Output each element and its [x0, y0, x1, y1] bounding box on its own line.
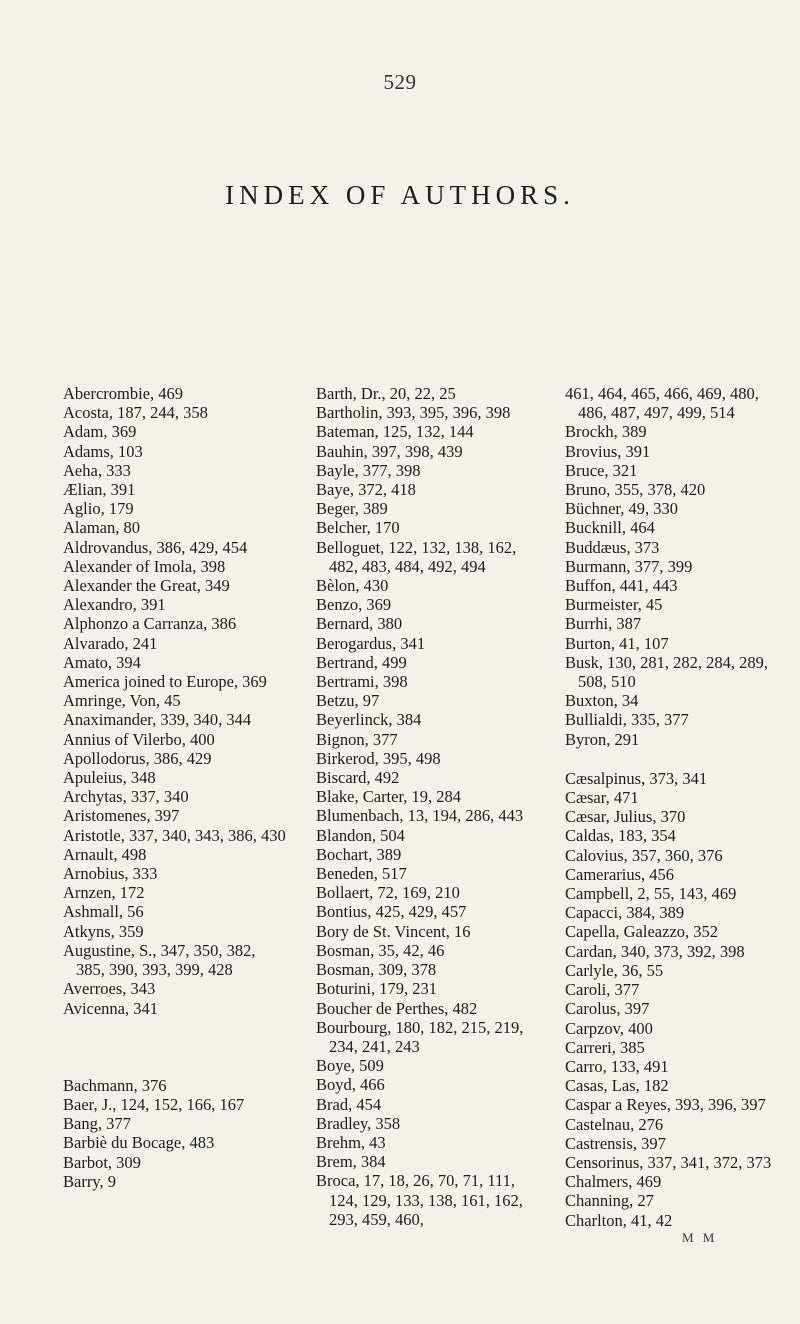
index-entry: Birkerod, 395, 498: [316, 748, 441, 768]
index-entry: Carlyle, 36, 55: [565, 960, 664, 980]
index-entry: Bartholin, 393, 395, 396, 398: [316, 403, 511, 423]
index-entry: Buffon, 441, 443: [565, 576, 678, 596]
index-entry: Aristomenes, 397: [63, 806, 180, 826]
index-entry: Bignon, 377: [316, 729, 398, 749]
index-entry: Blandon, 504: [316, 825, 405, 845]
index-column-1: [63, 384, 288, 1191]
index-entry: Burton, 41, 107: [565, 633, 669, 653]
index-entry: Barry, 9: [63, 1171, 116, 1191]
index-entry: Betzu, 97: [316, 691, 380, 711]
index-entry: Adam, 369: [63, 422, 137, 442]
index-entry: Blake, Carter, 19, 284: [316, 787, 462, 807]
index-entry: Baer, J., 124, 152, 166, 167: [63, 1094, 245, 1114]
index-entry: Archytas, 337, 340: [63, 787, 189, 807]
index-entry: Acosta, 187, 244, 358: [63, 403, 208, 423]
letter-group-gap: [565, 749, 790, 769]
index-entry: Boyd, 466: [316, 1075, 385, 1095]
index-entry: Adams, 103: [63, 441, 143, 461]
index-entry: Aglio, 179: [63, 499, 134, 519]
index-entry: Arnobius, 333: [63, 864, 158, 884]
index-entry: Barbot, 309: [63, 1152, 141, 1172]
index-entry: Beger, 389: [316, 499, 388, 519]
index-entry: Bruno, 355, 378, 420: [565, 480, 706, 500]
index-entry: Biscard, 492: [316, 768, 400, 788]
index-entry: Capacci, 384, 389: [565, 903, 685, 923]
index-entry: Brem, 384: [316, 1152, 386, 1172]
index-entry: Blumenbach, 13, 194, 286, 443: [316, 806, 524, 826]
page-number: 529: [383, 70, 417, 94]
index-entry: Ashmall, 56: [63, 902, 144, 922]
index-entry: Carpzov, 400: [565, 1018, 653, 1038]
index-entry: Bollaert, 72, 169, 210: [316, 883, 460, 903]
index-entry: Burmann, 377, 399: [565, 556, 693, 576]
index-entry: Broca, 17, 18, 26, 70, 71, 111, 124, 129, 133, 138, 161, 162, 293, 459, 460,: [316, 1171, 523, 1229]
index-entry: Bang, 377: [63, 1114, 131, 1134]
index-entry: Alvarado, 241: [63, 633, 158, 653]
index-entry: Aeha, 333: [63, 460, 131, 480]
index-entry: Carolus, 397: [565, 999, 650, 1019]
index-entry: Bosman, 35, 42, 46: [316, 940, 445, 960]
index-entry: Barbiè du Bocage, 483: [63, 1133, 215, 1153]
index-column-3: [565, 384, 790, 1230]
index-entry: Alexandro, 391: [63, 595, 166, 615]
index-entry: Castelnau, 276: [565, 1114, 664, 1134]
index-entry: Brehm, 43: [316, 1132, 386, 1152]
index-entry: Bèlon, 430: [316, 576, 389, 596]
index-entry: Berogardus, 341: [316, 633, 426, 653]
index-entry: Beyerlinck, 384: [316, 710, 422, 730]
index-entry: Augustine, S., 347, 350, 382, 385, 390, 393, 399, 428: [63, 940, 256, 980]
index-entry: Alexander the Great, 349: [63, 576, 230, 596]
index-entry: Channing, 27: [565, 1191, 654, 1211]
index-entry: Amato, 394: [63, 652, 141, 672]
index-entry: Alexander of Imola, 398: [63, 556, 226, 576]
index-entry: America joined to Europe, 369: [63, 672, 267, 692]
index-entry: Caspar a Reyes, 393, 396, 397: [565, 1095, 766, 1115]
index-entry: Carreri, 385: [565, 1037, 645, 1057]
index-entry: Buddæus, 373: [565, 537, 660, 557]
index-entry: Bucknill, 464: [565, 518, 655, 538]
index-entry: Burmeister, 45: [565, 595, 663, 615]
index-entry: Beneden, 517: [316, 864, 407, 884]
index-entry: Apollodorus, 386, 429: [63, 748, 212, 768]
index-entry: Alaman, 80: [63, 518, 140, 538]
index-entry: Bertrand, 499: [316, 652, 407, 672]
index-entry: Bertrami, 398: [316, 672, 408, 692]
index-entry: Campbell, 2, 55, 143, 469: [565, 884, 737, 904]
index-entry: Ælian, 391: [63, 480, 136, 500]
index-entry: Brad, 454: [316, 1094, 382, 1114]
index-entry: Bradley, 358: [316, 1113, 401, 1133]
index-entry: Arnzen, 172: [63, 883, 145, 903]
index-entry: Barth, Dr., 20, 22, 25: [316, 384, 456, 403]
index-entry: Alphonzo a Carranza, 386: [63, 614, 237, 634]
index-entry: Bauhin, 397, 398, 439: [316, 441, 463, 461]
index-entry: Atkyns, 359: [63, 921, 144, 941]
index-entry: Bateman, 125, 132, 144: [316, 422, 474, 442]
index-entry: Camerarius, 456: [565, 864, 675, 884]
signature-mark: M M: [682, 1230, 718, 1245]
index-entry: Baye, 372, 418: [316, 480, 416, 500]
index-entry: Averroes, 343: [63, 979, 156, 999]
index-entry: Annius of Vilerbo, 400: [63, 729, 215, 749]
index-entry: Censorinus, 337, 341, 372, 373: [565, 1152, 772, 1172]
index-entry: Aristotle, 337, 340, 343, 386, 430: [63, 825, 286, 845]
index-column-2: [316, 384, 541, 1229]
index-entry: Boucher de Perthes, 482: [316, 998, 478, 1018]
index-entry: Casas, Las, 182: [565, 1076, 669, 1096]
index-entry: Buxton, 34: [565, 691, 639, 711]
index-entry: Anaximander, 339, 340, 344: [63, 710, 252, 730]
index-entry: Bontius, 425, 429, 457: [316, 902, 467, 922]
index-entry: Apuleius, 348: [63, 768, 156, 788]
index-entry: Brockh, 389: [565, 422, 647, 442]
index-entry: Abercrombie, 469: [63, 384, 184, 403]
index-entry: Calovius, 357, 360, 376: [565, 845, 723, 865]
index-entry: Bochart, 389: [316, 844, 402, 864]
index-entry: Bory de St. Vincent, 16: [316, 921, 471, 941]
index-entry: Cardan, 340, 373, 392, 398: [565, 941, 745, 961]
index-entry: Bruce, 321: [565, 460, 638, 480]
index-entry: Byron, 291: [565, 729, 640, 749]
index-entry: Castrensis, 397: [565, 1133, 666, 1153]
index-entry: Charlton, 41, 42: [565, 1210, 673, 1230]
index-entry: Bourbourg, 180, 182, 215, 219, 234, 241, 243: [316, 1017, 524, 1056]
index-entry: Bernard, 380: [316, 614, 403, 634]
index-entry: Cæsalpinus, 373, 341: [565, 768, 708, 788]
index-entry: Cæsar, Julius, 370: [565, 807, 686, 827]
index-entry: Büchner, 49, 330: [565, 499, 678, 519]
index-entry: Bachmann, 376: [63, 1075, 167, 1095]
index-entry: Arnault, 498: [63, 844, 147, 864]
index-entry: Carro, 133, 491: [565, 1056, 669, 1076]
index-entry: Busk, 130, 281, 282, 284, 289, 508, 510: [565, 652, 769, 692]
index-entry: Caroli, 377: [565, 980, 640, 1000]
index-entry: Burrhi, 387: [565, 614, 642, 634]
page-title: INDEX OF AUTHORS.: [225, 180, 575, 210]
index-entry: Boturini, 179, 231: [316, 979, 438, 999]
index-entry: Belloguet, 122, 132, 138, 162, 482, 483, 484, 492, 494: [316, 537, 517, 576]
index-entry: Benzo, 369: [316, 595, 392, 615]
index-entry: Aldrovandus, 386, 429, 454: [63, 537, 248, 557]
index-entry: Belcher, 170: [316, 518, 400, 538]
index-entry: Bosman, 309, 378: [316, 960, 437, 980]
index-entry: Amringe, Von, 45: [63, 691, 181, 711]
index-entry: 461, 464, 465, 466, 469, 480, 486, 487, 497, 499, 514: [565, 384, 759, 423]
index-entry: Avicenna, 341: [63, 998, 158, 1018]
index-entry: Chalmers, 469: [565, 1172, 662, 1192]
index-entry: Bullialdi, 335, 377: [565, 710, 689, 730]
index-entry: Cæsar, 471: [565, 788, 639, 808]
index-entry: Bayle, 377, 398: [316, 460, 421, 480]
index-entry: Boye, 509: [316, 1056, 384, 1076]
index-entry: Caldas, 183, 354: [565, 826, 676, 846]
index-entry: Brovius, 391: [565, 441, 651, 461]
letter-group-gap: [63, 1018, 288, 1076]
index-entry: Capella, Galeazzo, 352: [565, 922, 719, 942]
